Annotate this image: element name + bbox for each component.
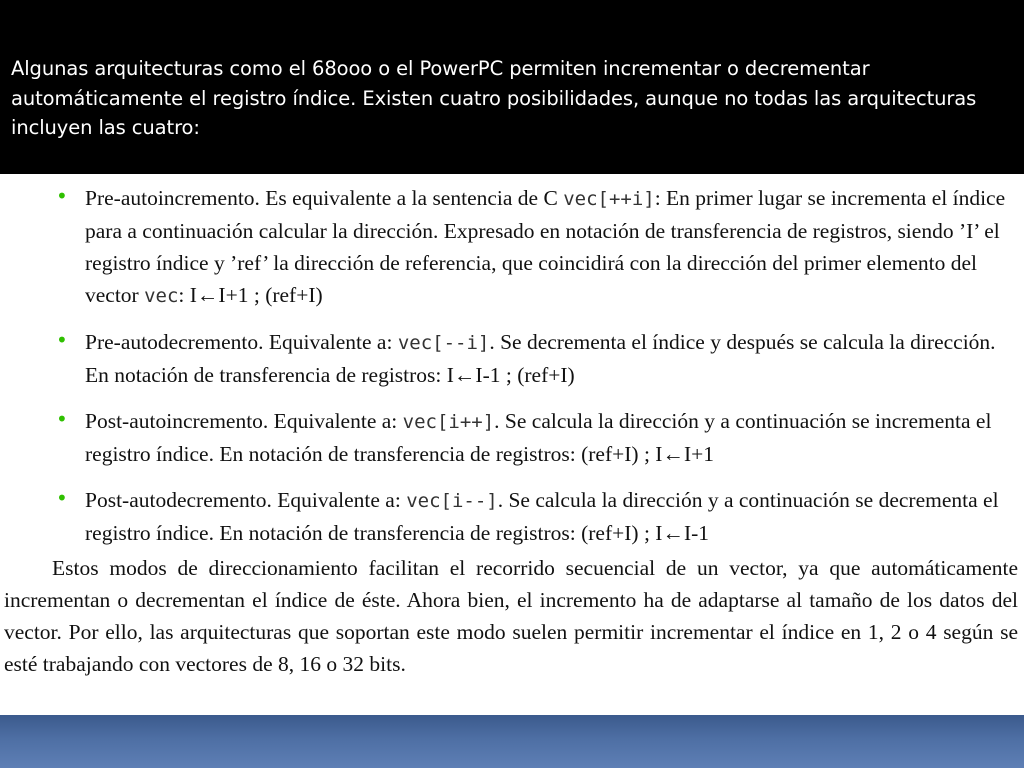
item-code-2: vec [144,285,179,307]
list-item-pre-autodecremento [0,326,1024,391]
item-lead: Pre-autoincremento. Es equivalente a la sentencia de C [85,186,564,210]
item-lead: Post-autodecremento. Equivalente a: [85,488,407,512]
item-code: vec[++i] [563,188,655,210]
item-lead: Post-autoincremento. Equivalente a: [85,409,403,433]
item-code: vec[i++] [402,411,495,433]
addressing-modes-list [0,182,1024,563]
item-tail: . Se decrementa el índice y después se calcula la dirección. En notación de transferencia de registros: I←I-1 ; (ref+I) [85,330,996,387]
bullet-icon: • [56,184,68,208]
footer-bar [0,715,1024,768]
intro-text: Algunas arquitecturas como el 68ooo o el PowerPC permiten incrementar o decrementar automáticamente el registro índice. Existen cuatro posibilidades, aunque no todas las arquitecturas incluyen las cuatro: [11,57,977,139]
item-tail: . Se calcula la dirección y a continuación se incrementa el registro índice. En notación de transferencia de registros: (ref+I) ; I←I+1 [85,409,992,466]
item-tail: . Se calcula la dirección y a continuación se decrementa el registro índice. En notación de transferencia de registros: (ref+I) ; I←I-1 [85,488,999,545]
list-item-pre-autoincremento [0,182,1024,312]
item-code: vec[i--] [406,490,498,512]
item-tail-2: : I←I+1 ; (ref+I) [178,283,323,307]
scanned-text-image [0,174,1024,715]
bullet-icon: • [56,328,68,352]
item-tail: : En primer lugar se incrementa el índice para a continuación calcular la dirección. Expresado en notación de transferencia de registros, siendo ’I’ el registro índice y ’ref’ la dirección de referencia, que coincidirá con la dirección del primer elemento del vector [85,186,1006,307]
list-item-post-autodecremento [0,484,1024,549]
closing-paragraph: Estos modos de direccionamiento facilitan el recorrido secuencial de un vector, ya que automáticamente incrementan o decrementan el índice de éste. Ahora bien, el incremento ha de adaptarse al tamaño de los datos del vector. Por ello, las arquitecturas que soportan este modo suelen permitir incrementar el índice en 1, 2 o 4 según se esté trabajando con vectores de 8, 16 o 32 bits. [4,556,1018,676]
bullet-icon: • [56,407,68,431]
item-lead: Pre-autodecremento. Equivalente a: [85,330,398,354]
list-item-post-autoincremento [0,405,1024,470]
item-code: vec[--i] [397,332,490,354]
bullet-icon: • [56,486,68,510]
